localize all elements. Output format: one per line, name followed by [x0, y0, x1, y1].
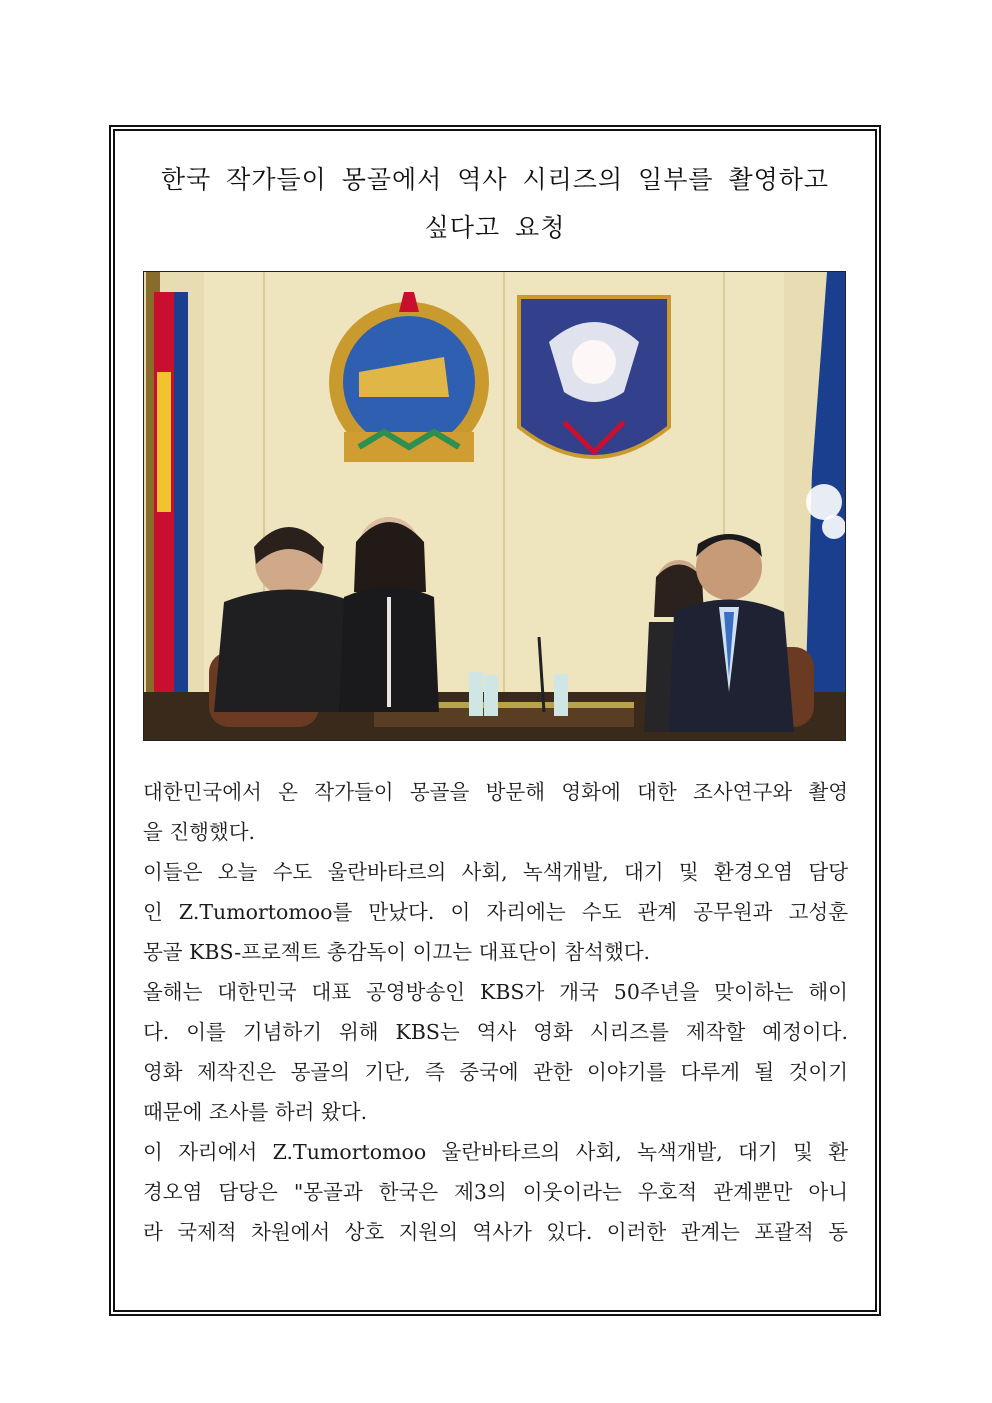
- body-line: 몽골 KBS-프로젝트 총감독이 이끄는 대표단이 참석했다.: [143, 940, 651, 964]
- body-line: 때문에 조사를 하러 왔다.: [143, 1100, 368, 1124]
- body-line: 이들은 오늘 수도 울란바타르의 사회, 녹색개발, 대기 및 환경오염 담당: [143, 860, 848, 884]
- body-line: 인 Z.Tumortomoo를 만났다. 이 자리에는 수도 관계 공무원과 고성훈: [143, 900, 848, 924]
- mongolia-flag: [146, 272, 188, 741]
- article-title-line-2: 싶다고 요청: [424, 213, 566, 242]
- body-line: 다. 이를 기념하기 위해 KBS는 역사 영화 시리즈를 제작할 예정이다.: [143, 1020, 848, 1044]
- body-line: 라 국제적 차원에서 상호 지원의 역사가 있다. 이러한 관계는 포괄적 동: [143, 1220, 848, 1244]
- body-line: 경오염 담당은 "몽골과 한국은 제3의 이웃이라는 우호적 관계뿐만 아니: [143, 1180, 848, 1204]
- body-line: 대한민국에서 온 작가들이 몽골을 방문해 영화에 대한 조사연구와 촬영: [143, 780, 848, 804]
- article-photo: [143, 271, 846, 741]
- ulaanbaatar-city-emblem: [519, 297, 669, 457]
- article-title-line-1: 한국 작가들이 몽골에서 역사 시리즈의 일부를 촬영하고: [160, 165, 830, 194]
- body-line: 영화 제작진은 몽골의 기단, 즉 중국에 관한 이야기를 다루게 될 것이기: [143, 1060, 848, 1084]
- body-line: 을 진행했다.: [143, 820, 256, 844]
- body-line: 이 자리에서 Z.Tumortomoo 울란바타르의 사회, 녹색개발, 대기 및 환: [143, 1140, 848, 1164]
- body-line: 올해는 대한민국 대표 공영방송인 KBS가 개국 50주년을 맞이하는 해이: [143, 980, 848, 1004]
